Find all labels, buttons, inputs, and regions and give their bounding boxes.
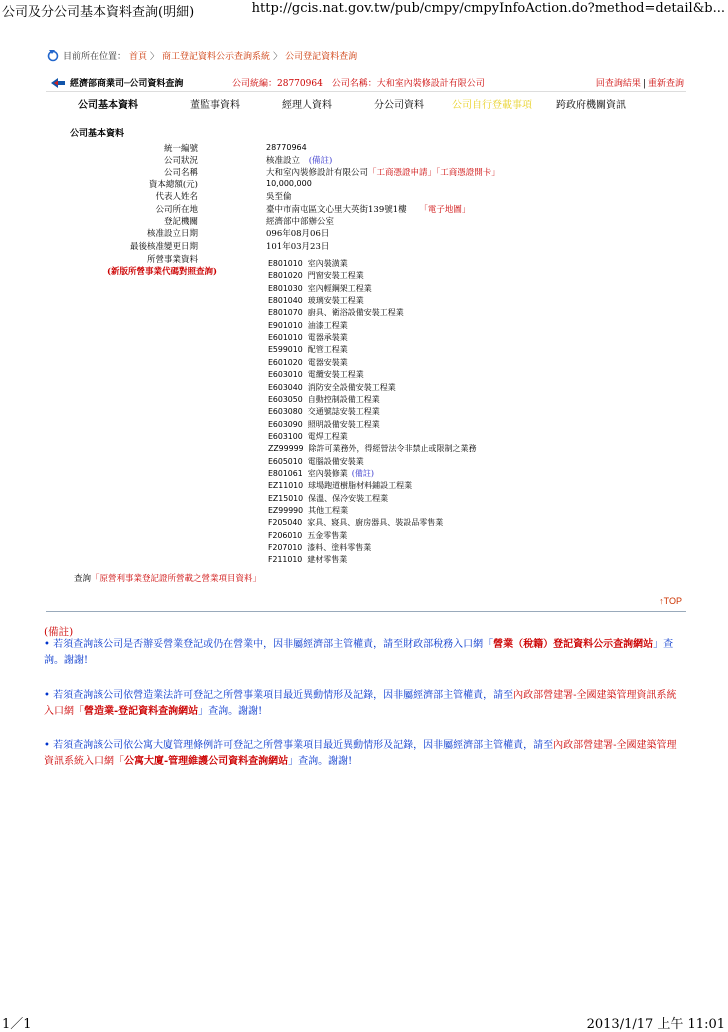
breadcrumb-prefix: 目前所在位置： (63, 51, 127, 62)
business-item-name: 球場跑道樹脂材料鋪設工程業 (308, 481, 413, 491)
breadcrumb-separator: 〉 (273, 51, 283, 62)
business-item (268, 394, 380, 405)
tab-branches[interactable]: 分公司資料 (374, 100, 424, 111)
print-page-title: 公司及分公司基本資料查詢(明細) (2, 5, 195, 20)
business-item-name: 電腦設備安裝業 (307, 456, 364, 466)
company-summary: 公司統編：28770964 公司名稱：大和室內裝修設計有限公司 (232, 79, 485, 89)
business-item-code: F206010 (268, 530, 303, 540)
note-tax-registration (44, 637, 684, 669)
site-logo-icon (46, 48, 60, 62)
business-item (268, 530, 347, 541)
cert-activate-link[interactable]: 「工商憑證開卡」 (436, 168, 500, 178)
field-value-status (266, 154, 332, 166)
note-text: 若須查詢該公司是否辦妥營業登記或仍在營業中，因非屬經濟部主管權責，請至財政部稅務入口網「 (53, 639, 494, 650)
brand (50, 76, 183, 89)
building-management-registry-link[interactable]: 公寓大廈-管理維護公司資料查詢網站 (124, 756, 289, 767)
business-item-code: E801040 (268, 296, 303, 306)
business-item (268, 332, 348, 343)
business-item-name: 自動控制設備工程業 (307, 394, 380, 404)
breadcrumb (46, 48, 357, 62)
notes-title: (備註) (44, 626, 74, 638)
business-item (268, 382, 396, 393)
business-item-name: 油漆工程業 (307, 320, 348, 330)
bullet-icon: • (44, 740, 50, 751)
business-item (268, 357, 348, 368)
business-item (268, 468, 374, 479)
business-item (268, 431, 348, 442)
business-item-name: 電器安裝業 (307, 357, 348, 367)
business-item-code: F211010 (268, 555, 303, 565)
tab-managers[interactable]: 經理人資料 (282, 100, 332, 111)
field-label: 登記機關 (163, 217, 198, 227)
field-value-company-name (266, 166, 500, 178)
field-value-capital: 10,000,000 (266, 179, 312, 188)
business-item-name: 照明設備安裝工程業 (307, 419, 380, 429)
note-building-management (44, 738, 684, 770)
business-item-code: E601010 (268, 333, 303, 343)
field-value-last-change-date: 101年03月23日 (266, 242, 330, 252)
business-item-name: 門窗安裝工程業 (307, 271, 364, 281)
back-to-top-link[interactable]: ↑TOP (659, 596, 682, 606)
bullet-icon: • (44, 690, 50, 701)
print-page-number: 1／1 (2, 1017, 32, 1032)
tab-self-published[interactable]: 公司自行登載事項 (452, 100, 532, 111)
field-label: 所營事業資料 (146, 255, 198, 265)
business-item (268, 369, 364, 380)
business-item-name: 玻璃安裝工程業 (307, 296, 364, 306)
note-tail: 」查詢。謝謝! (198, 706, 263, 717)
business-item-name: 室內輕鋼架工程業 (307, 283, 372, 293)
business-items-list (0, 256, 728, 571)
business-item-name: 室內裝修業 (307, 468, 348, 478)
business-item-name: 建材零售業 (307, 555, 348, 565)
business-item-code: E603010 (268, 370, 303, 380)
section-title: 公司基本資料 (70, 129, 125, 139)
cert-apply-link[interactable]: 「工商憑證申請」 (368, 168, 437, 178)
business-item-remark-link[interactable]: (備註) (351, 468, 374, 478)
business-item (268, 258, 348, 269)
business-item (268, 480, 412, 491)
divider (46, 611, 686, 612)
business-item-name: 電器承裝業 (307, 333, 348, 343)
business-item (268, 443, 477, 454)
breadcrumb-separator: 〉 (150, 51, 160, 62)
business-item (268, 320, 348, 331)
business-item-name: 家具、寢具、廚房器具、裝設品零售業 (307, 518, 444, 528)
new-search-link[interactable]: 重新查詢 (647, 79, 684, 89)
brand-title: 經濟部商業司─公司資料查詢 (70, 79, 184, 89)
business-item (268, 493, 388, 504)
field-label: 統一編號 (163, 144, 198, 154)
e-map-link[interactable]: 「電子地圖」 (419, 205, 471, 215)
company-header-bar (46, 73, 686, 92)
business-item-code: E603050 (268, 394, 303, 404)
business-item-name: 五金零售業 (307, 530, 348, 540)
field-value-established-date: 096年08月06日 (266, 229, 330, 239)
field-label: 核准設立日期 (146, 229, 198, 239)
address-text: 臺中市南屯區文心里大英街139號1樓 (266, 205, 407, 215)
business-item-code: ZZ99999 (268, 444, 304, 454)
business-item-code: E801061 (268, 468, 303, 478)
print-datetime: 2013/1/17 上午 11:01 (586, 1017, 725, 1032)
field-label: 最後核准變更日期 (129, 242, 198, 252)
field-value-tax-id: 28770964 (266, 143, 307, 152)
note-tail: 」查詢。謝謝! (288, 756, 353, 767)
business-item-name: 廚具、衛浴設備安裝工程業 (307, 308, 404, 318)
business-item-name: 室內裝潢業 (307, 259, 348, 268)
top-links: 回查詢結果 | 重新查詢 (595, 79, 684, 89)
business-item-code: EZ11010 (268, 481, 304, 491)
business-item (268, 419, 380, 430)
business-item-name: 消防安全設備安裝工程業 (307, 382, 396, 392)
business-item-code: E599010 (268, 345, 303, 355)
tax-registration-site-link[interactable]: 營業（稅籍）登記資料公示查詢網站 (493, 639, 654, 650)
business-item-name: 電焊工程業 (307, 431, 348, 441)
status-text: 核准設立 (266, 156, 301, 166)
status-remark-link[interactable]: (備註) (308, 156, 333, 166)
print-page-url: http://gcis.nat.gov.tw/pub/cmpy/cmpyInfoAction.do?method=detail&b... (251, 1, 725, 16)
note-construction (44, 688, 684, 720)
construction-registry-link[interactable]: 營造業-登記資料查詢網站 (84, 706, 199, 717)
business-item-name: 保溫、保冷安裝工程業 (308, 493, 389, 503)
business-item-code: E603040 (268, 382, 303, 392)
business-item (268, 295, 364, 306)
field-value-address (266, 203, 470, 215)
business-item-code: E603080 (268, 407, 303, 417)
business-item-code: F205040 (268, 518, 303, 528)
breadcrumb-current: 公司登記資料查詢 (285, 51, 358, 62)
business-item (268, 406, 380, 417)
field-label: 資本總額(元) (148, 180, 198, 190)
business-item-code: E601020 (268, 357, 303, 367)
business-item-name: 漆料、塗料零售業 (307, 543, 372, 553)
tab-bar (46, 96, 686, 112)
business-item-name: 除許可業務外，得經營法令非禁止或限制之業務 (308, 444, 477, 454)
note-text: 若須查詢該公司依營造業法許可登記之所營事業項目最近異動情形及記錄，因非屬經濟部主管權責，請至 (53, 690, 514, 701)
business-item (268, 517, 443, 528)
business-item-code: F207010 (268, 543, 303, 553)
business-item-code: E801020 (268, 271, 303, 281)
business-item-code: EZ15010 (268, 493, 304, 503)
business-item-code: EZ99990 (268, 506, 304, 515)
field-value-registration-authority: 經濟部中部辦公室 (266, 217, 335, 227)
note-text: 若須查詢該公司依公寓大廈管理條例許可登記之所營事業項目最近異動情形及記錄，因非屬經濟部主管權責，請至 (53, 740, 554, 751)
business-item (268, 554, 347, 565)
tab-basic-info[interactable]: 公司基本資料 (78, 100, 138, 111)
tab-directors[interactable]: 董監事資料 (190, 100, 240, 111)
business-item (268, 344, 348, 355)
business-item (268, 307, 404, 318)
note-agency: 內政部營建署-全國建築管理資訊系統入口網「 (44, 740, 677, 767)
business-item-code: E605010 (268, 456, 303, 466)
query-prefix: 查詢 (74, 574, 92, 584)
breadcrumb-system-link[interactable]: 商工登記資料公示查詢系統 (162, 51, 271, 62)
tab-cross-agency[interactable]: 跨政府機關資訊 (556, 100, 626, 111)
field-label: 公司名稱 (163, 168, 198, 178)
note-agency: 內政部營建署-全國建築管理資訊系統入口網「 (44, 690, 677, 717)
business-item-code: E801070 (268, 308, 303, 318)
business-item-name: 其他工程業 (308, 506, 349, 515)
business-item-code: E901010 (268, 320, 303, 330)
original-business-query (74, 572, 261, 584)
breadcrumb-home-link[interactable]: 首頁 (129, 51, 148, 62)
business-item (268, 283, 372, 294)
field-label: 代表人姓名 (155, 192, 198, 202)
bullet-icon: • (44, 639, 50, 650)
company-name-text: 大和室內裝修設計有限公司 (266, 168, 369, 178)
moea-logo-icon (50, 77, 66, 89)
field-label: 公司所在地 (155, 205, 198, 215)
business-item-code: E603100 (268, 431, 303, 441)
note-tail: 」查詢。謝謝! (44, 639, 674, 666)
field-label: 公司狀況 (163, 156, 198, 166)
business-item-name: 電纜安裝工程業 (307, 370, 364, 380)
business-item-code: E801010 (268, 259, 303, 268)
back-to-results-link[interactable]: 回查詢結果 (595, 79, 641, 89)
original-business-items-link[interactable]: 「原營利事業登記證所營載之營業項目資料」 (91, 574, 262, 584)
business-item (268, 270, 364, 281)
field-value-representative: 吳至倫 (266, 192, 292, 202)
business-item-code: E801030 (268, 283, 303, 293)
business-item-name: 交通號誌安裝工程業 (307, 407, 380, 417)
business-item (268, 542, 371, 553)
business-item-code: E603090 (268, 419, 303, 429)
business-item-name: 配管工程業 (307, 345, 348, 355)
business-item (268, 456, 364, 467)
business-item (268, 505, 348, 516)
business-code-lookup-link[interactable]: (新版所營事業代碼對照查詢) (106, 267, 217, 277)
